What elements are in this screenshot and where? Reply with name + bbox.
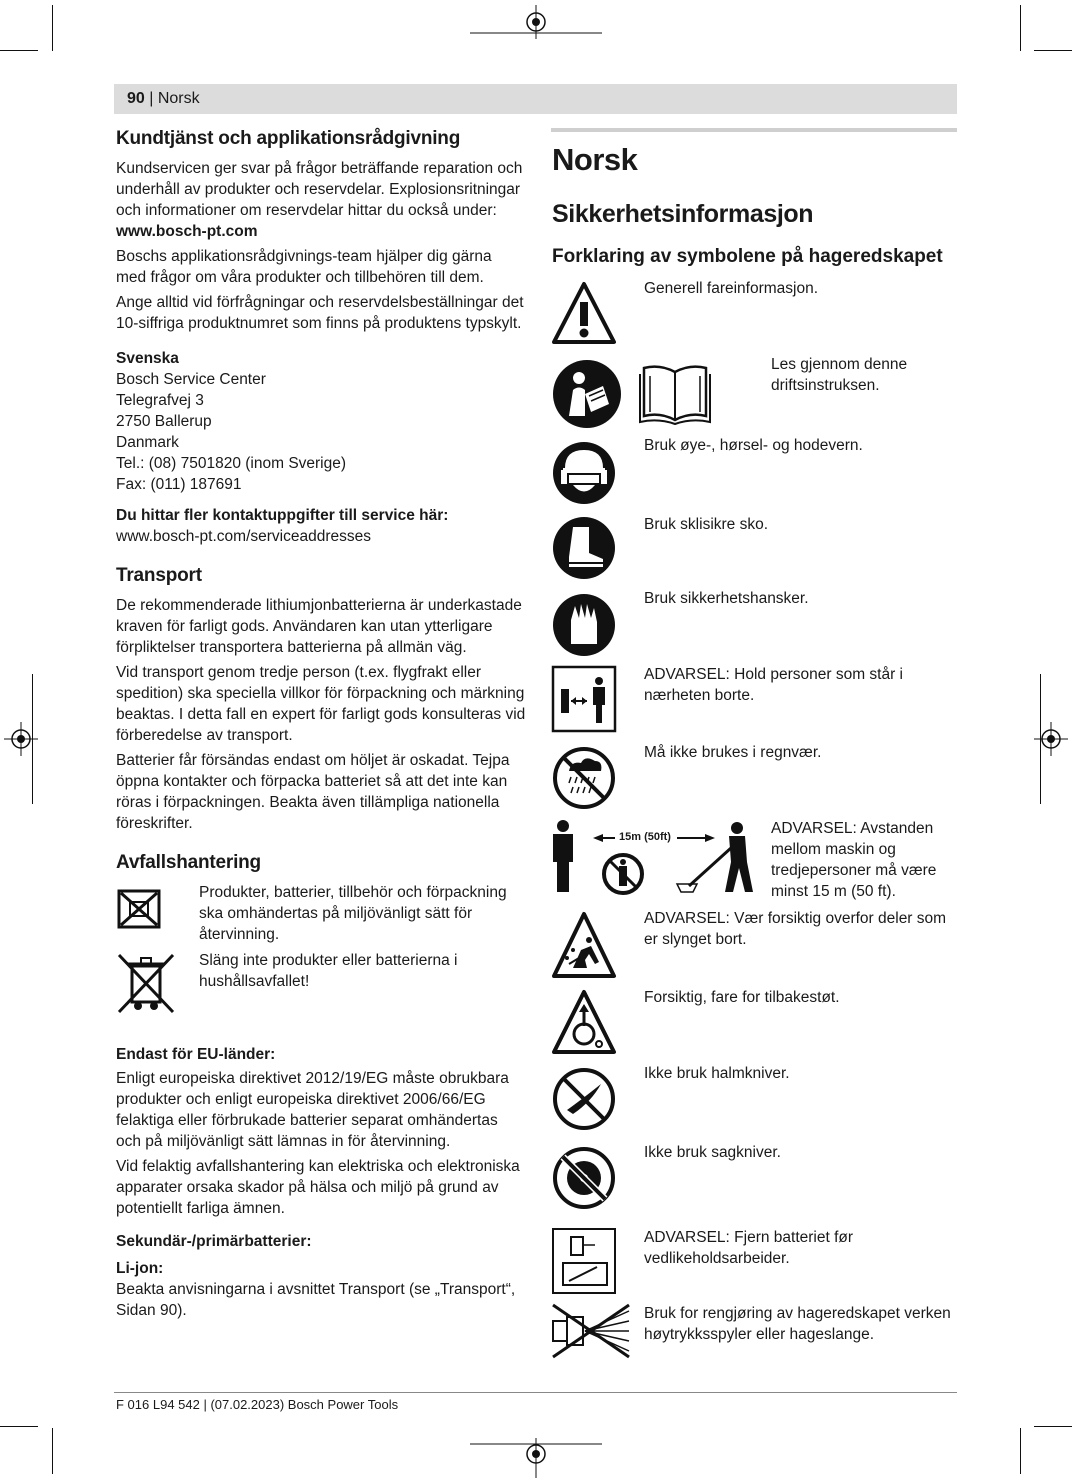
remove-battery-icon	[551, 1227, 617, 1295]
symbol-text-distance: ADVARSEL: Avstanden mellom maskin og tredjepersoner må være minst 15 m (50 ft).	[771, 820, 937, 900]
registration-mark-bottom	[470, 1438, 602, 1478]
more-contacts-heading: Du hittar fler kontaktuppgifter till service här:	[116, 507, 449, 524]
symbol-text-no-saw-blade: Ikke bruk sagkniver.	[644, 1144, 781, 1161]
crossed-bin-icon	[116, 952, 176, 1016]
avfall-paragraph-1: Produkter, batterier, tillbehör och förpackning ska omhändertas på miljövänligt sätt för återvinning.	[199, 884, 507, 943]
no-straw-knife-icon	[551, 1066, 617, 1132]
page-number: 90	[127, 90, 145, 107]
registration-mark-right	[1034, 722, 1068, 756]
open-book-icon	[638, 362, 712, 426]
keep-bystanders-away-icon	[551, 665, 617, 733]
safety-title: Sikkerhetsinformasjon	[552, 200, 814, 228]
symbol-text-thrown: ADVARSEL: Vær forsiktig overfor deler som er slynget bort.	[644, 910, 947, 948]
symbol-text-general: Generell fareinformasjon.	[644, 280, 819, 297]
symbol-text-gloves: Bruk sikkerhetshansker.	[644, 590, 809, 607]
symbol-text-shoes: Bruk sklisikre sko.	[644, 516, 769, 533]
symbols-title: Forklaring av symbolene på hageredskapet	[552, 246, 943, 267]
avfall-block	[116, 882, 526, 1032]
recycle-packaging-icon	[116, 888, 162, 930]
no-saw-blade-icon	[551, 1145, 617, 1211]
transport-paragraph-2: Vid transport genom tredje person (t.ex. flygfrakt eller spedition) ska speciella villkor för förpackning och märkning beaktas. I detta fall en expert för farligt gods konsulteras vid förberedelse av transport.	[116, 664, 526, 744]
language-title: Norsk	[552, 142, 638, 177]
symbol-text-rain: Må ikke brukes i regnvær.	[644, 744, 822, 761]
transport-paragraph-3: Batterier får försändas endast om höljet är oskadat. Tejpa öppna kontakter och förpacka batteriet så att det inte kan röras i förpackningen. Beakta även tillämpliga nationella föreskrifter.	[116, 752, 510, 832]
kundtjanst-paragraph-2: Boschs applikationsrådgivnings-team hjälper dig gärna med frågor om våra produkter och tillbehören till dem.	[116, 248, 492, 286]
warning-triangle-icon	[551, 280, 617, 346]
avfall-title: Avfallshantering	[116, 852, 261, 873]
eu-heading: Endast för EU-länder:	[116, 1046, 276, 1063]
eye-ear-head-protection-icon	[551, 440, 617, 506]
kundtjanst-paragraph-3: Ange alltid vid förfrågningar och reservdelsbeställningar det 10-siffriga produktnumret som finns på produktens typskylt.	[116, 294, 524, 332]
address-line: Tel.: (08) 7501820 (inom Sverige)	[116, 455, 347, 472]
address-line: 2750 Ballerup	[116, 413, 212, 430]
thrown-objects-warning-icon	[551, 910, 617, 980]
left-column	[116, 128, 526, 1325]
footer-doc-info: F 016 L94 542 | (07.02.2023) Bosch Power Tools	[116, 1397, 399, 1412]
address-heading: Svenska	[116, 350, 179, 367]
safety-shoes-icon	[551, 515, 617, 581]
page-header: 90 | Norsk	[127, 90, 200, 107]
header-language: Norsk	[157, 90, 200, 107]
more-contacts-url[interactable]: www.bosch-pt.com/serviceaddresses	[116, 528, 371, 545]
symbol-text-no-water: Bruk for rengjøring av hageredskapet verken høytrykksspyler eller hageslange.	[644, 1305, 951, 1343]
registration-mark-left	[4, 722, 38, 756]
eu-paragraph-2: Vid felaktig avfallshantering kan elektriska och elektroniska apparater orsaka skador på hälsa och miljö på grund av potentiellt farliga ämnen.	[116, 1158, 520, 1217]
eu-paragraph-1: Enligt europeiska direktivet 2012/19/EG måste obrukbara produkter och enligt europeiska direktivet 2006/66/EG felaktiga eller förbrukade batterier separat omhändertas och på miljövänligt sätt lämnas in för återvinning.	[116, 1070, 509, 1150]
registration-mark-top	[470, 5, 602, 39]
footer-rule	[114, 1392, 957, 1393]
distance-label: 15m (50ft)	[619, 831, 671, 843]
kundtjanst-title: Kundtjänst och applikationsrådgivning	[116, 128, 461, 149]
keep-distance-icon	[549, 818, 761, 896]
symbol-text-no-straw-knife: Ikke bruk halmkniver.	[644, 1065, 790, 1082]
symbol-text-remove-battery: ADVARSEL: Fjern batteriet før vedlikeholdsarbeider.	[644, 1229, 854, 1267]
transport-title: Transport	[116, 565, 202, 586]
address-line: Danmark	[116, 434, 179, 451]
kickback-warning-icon	[551, 988, 617, 1056]
symbol-text-read: Les gjennom denne driftsinstruksen.	[771, 356, 908, 394]
page-header-bar	[114, 84, 957, 114]
address-line: Telegrafvej 3	[116, 392, 204, 409]
kundtjanst-url[interactable]: www.bosch-pt.com	[116, 223, 258, 240]
transport-paragraph-1: De rekommenderade lithiumjonbatterierna är underkastade kraven för farligt gods. Användaren kan utan ytterligare förpliktelser transportera batterierna på allmän väg.	[116, 597, 522, 656]
address-line: Bosch Service Center	[116, 371, 266, 388]
avfall-paragraph-2: Släng inte produkter eller batterierna i hushållsavfallet!	[199, 952, 458, 990]
address-line: Fax: (011) 187691	[116, 476, 242, 493]
kundtjanst-paragraph-1: Kundservicen ger svar på frågor beträffande reparation och underhåll av produkter och reservdelar. Explosionsritningar och informationer om reservdelar hittar du också under:	[116, 160, 523, 219]
symbol-text-kickback: Forsiktig, fare for tilbakestøt.	[644, 989, 840, 1006]
no-rain-icon	[551, 745, 617, 811]
liion-paragraph: Beakta anvisningarna i avsnittet Transport (se „Transport“, Sidan 90).	[116, 1281, 516, 1319]
right-column-rule	[551, 128, 957, 132]
symbol-text-bystanders: ADVARSEL: Hold personer som står i nærheten borte.	[644, 666, 904, 704]
symbol-text-protection: Bruk øye-, hørsel- og hodevern.	[644, 437, 863, 454]
safety-gloves-icon	[551, 592, 617, 658]
batteries-heading: Sekundär-/primärbatterier:	[116, 1233, 312, 1250]
read-manual-icon	[551, 358, 623, 430]
no-water-cleaning-icon	[549, 1303, 633, 1359]
liion-heading: Li-jon:	[116, 1260, 164, 1277]
